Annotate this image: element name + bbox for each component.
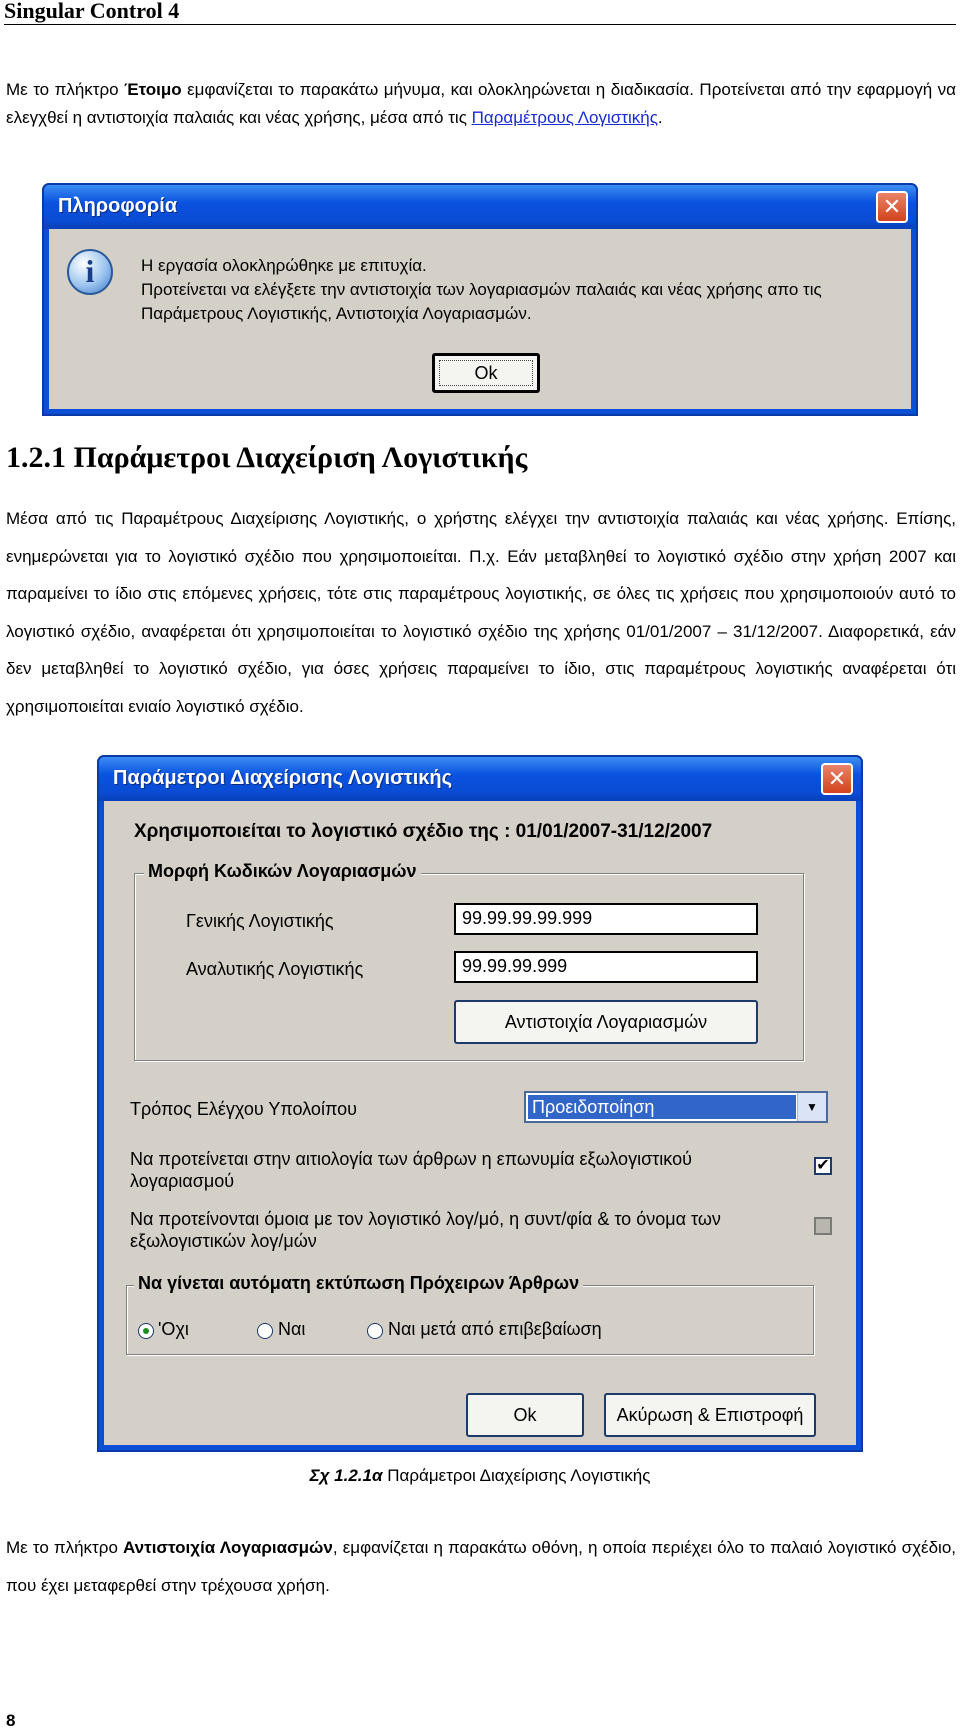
info-message-line1: Η εργασία ολοκληρώθηκε με επιτυχία. — [141, 256, 427, 275]
outro-button-name: Αντιστοιχία Λογαριασμών — [123, 1538, 333, 1557]
info-dialog — [42, 183, 918, 416]
cancel-return-button[interactable]: Ακύρωση & Επιστροφή — [604, 1393, 816, 1437]
info-dialog-titlebar — [44, 185, 916, 229]
info-dialog-title: Πληροφορία — [58, 195, 178, 217]
general-accounting-input[interactable]: 99.99.99.99.999 — [454, 903, 758, 935]
radio-yes-confirm-label: Ναι μετά από επιβεβαίωση — [388, 1319, 602, 1339]
info-dialog-client — [49, 229, 911, 409]
analytic-accounting-label: Αναλυτικής Λογιστικής — [186, 959, 364, 979]
outro-text-before: Με το πλήκτρο — [6, 1538, 124, 1557]
page-number: 8 — [6, 1711, 16, 1730]
intro-link[interactable]: Παραμέτρους Λογιστικής — [471, 108, 658, 127]
info-ok-label: Ok — [474, 363, 498, 383]
params-dialog-client — [104, 801, 856, 1445]
params-dialog-title: Παράμετροι Διαχείρισης Λογιστικής — [113, 767, 453, 789]
radio-no[interactable] — [138, 1323, 154, 1339]
intro-text-middle: εμφανίζεται το παρακάτω μήνυμα, και ολοκληρώνεται η διαδικασία. Προτείνεται από την εφαρμογή να ελεγχθεί η αντιστοιχία παλαιάς και νέας χρήσης, μέσα από τις — [6, 80, 956, 127]
radio-no-label: 'Οχι — [158, 1319, 189, 1339]
section-title: 1.2.1 Παράμετροι Διαχείριση Λογιστικής — [6, 441, 528, 474]
outro-paragraph — [6, 1529, 956, 1604]
info-icon: i — [67, 249, 113, 295]
header-title: Singular Control 4 — [4, 0, 180, 23]
account-mapping-button[interactable]: Αντιστοιχία Λογαριασμών — [454, 1000, 758, 1044]
intro-button-name: Έτοιμο — [124, 80, 182, 99]
balance-check-label: Τρόπος Ελέγχου Υπολοίπου — [130, 1099, 357, 1119]
option1-checkbox[interactable]: ✔ — [814, 1157, 832, 1175]
figure-caption — [0, 1464, 960, 1488]
params-dialog-close-button[interactable]: ✕ — [821, 763, 853, 795]
balance-check-value: Προειδοποίηση — [528, 1095, 796, 1119]
option1-line1: Να προτείνεται στην αιτιολογία των άρθρων η επωνυμία εξωλογιστικού — [130, 1149, 692, 1169]
option2-checkbox[interactable] — [814, 1217, 832, 1235]
intro-paragraph — [6, 76, 956, 132]
general-accounting-label: Γενικής Λογιστικής — [186, 911, 334, 931]
params-dialog-titlebar — [99, 757, 861, 801]
dropdown-arrow-icon[interactable]: ▼ — [797, 1093, 826, 1121]
intro-text-before: Με το πλήκτρο — [6, 80, 125, 99]
figure-caption-text: Παράμετροι Διαχείρισης Λογιστικής — [382, 1466, 651, 1485]
page-header — [4, 0, 956, 25]
figure-number: Σχ 1.2.1α — [309, 1466, 383, 1485]
params-dialog — [97, 755, 863, 1452]
info-dialog-close-button[interactable]: ✕ — [876, 191, 908, 223]
option2-line2: εξωλογιστικών λογ/μών — [130, 1231, 317, 1251]
radio-yes-confirm[interactable] — [367, 1323, 383, 1339]
section-body: Μέσα από τις Παραμέτρους Διαχείρισης Λογιστικής, ο χρήστης ελέγχει την αντιστοιχία παλαιάς και νέας χρήσης. Επίσης, ενημερώνεται για το λογιστικό σχέδιο που χρησιμοποιείται. Π.χ. Εάν μεταβληθεί το λογιστικό σχέδιο στην χρήση 2007 και παραμείνει το ίδιο στις επόμενες χρήσεις, τότε στις παραμέτρους λογιστικής, σε όλες τις χρήσεις που χρησιμοποιούν αυτό το λογιστικό σχέδιο, αναφέρεται ότι χρησιμοποιείται το λογιστικό σχέδιο της χρήσης 01/01/2007 – 31/12/2007. Διαφορετικά, εάν δεν μεταβληθεί το λογιστικό σχέδιο, για όσες χρήσεις παραμείνει το ίδιο, στις παραμέτρους λογιστικής αναφέρεται ότι χρησιμοποιείται ενιαίο λογιστικό σχέδιο. — [6, 509, 956, 716]
option2-line1: Να προτείνονται όμοια με τον λογιστικό λογ/μό, η συντ/φία & το όνομα των — [130, 1209, 721, 1229]
intro-text-after: . — [657, 108, 663, 127]
radio-yes-label: Ναι — [278, 1319, 306, 1339]
balance-check-select[interactable] — [524, 1091, 828, 1123]
radio-yes[interactable] — [257, 1323, 273, 1339]
print-group-title: Να γίνεται αυτόματη εκτύπωση Πρόχειρων Άρθρων — [134, 1273, 583, 1294]
info-ok-button[interactable] — [432, 353, 540, 393]
outro-text-after: , εμφανίζεται η παρακάτω οθόνη, η οποία περιέχει όλο το παλαιό λογιστικό σχέδιο, που έχει μεταφερθεί στην τρέχουσα χρήση. — [6, 1538, 956, 1595]
info-message-line2: Προτείνεται να ελέγξετε την αντιστοιχία των λογαριασμών παλαιάς και νέας χρήσης απο τις — [141, 280, 822, 299]
codes-group-title: Μορφή Κωδικών Λογαριασμών — [144, 861, 421, 882]
plan-info: Χρησιμοποιείται το λογιστικό σχέδιο της : 01/01/2007-31/12/2007 — [134, 821, 713, 842]
analytic-accounting-input[interactable]: 99.99.99.999 — [454, 951, 758, 983]
option1-line2: λογαριασμού — [130, 1171, 235, 1191]
focus-rectangle — [439, 360, 533, 386]
info-message-line3: Παράμετρους Λογιστικής, Αντιστοιχία Λογαριασμών. — [141, 304, 532, 323]
params-ok-button[interactable]: Ok — [466, 1393, 584, 1437]
